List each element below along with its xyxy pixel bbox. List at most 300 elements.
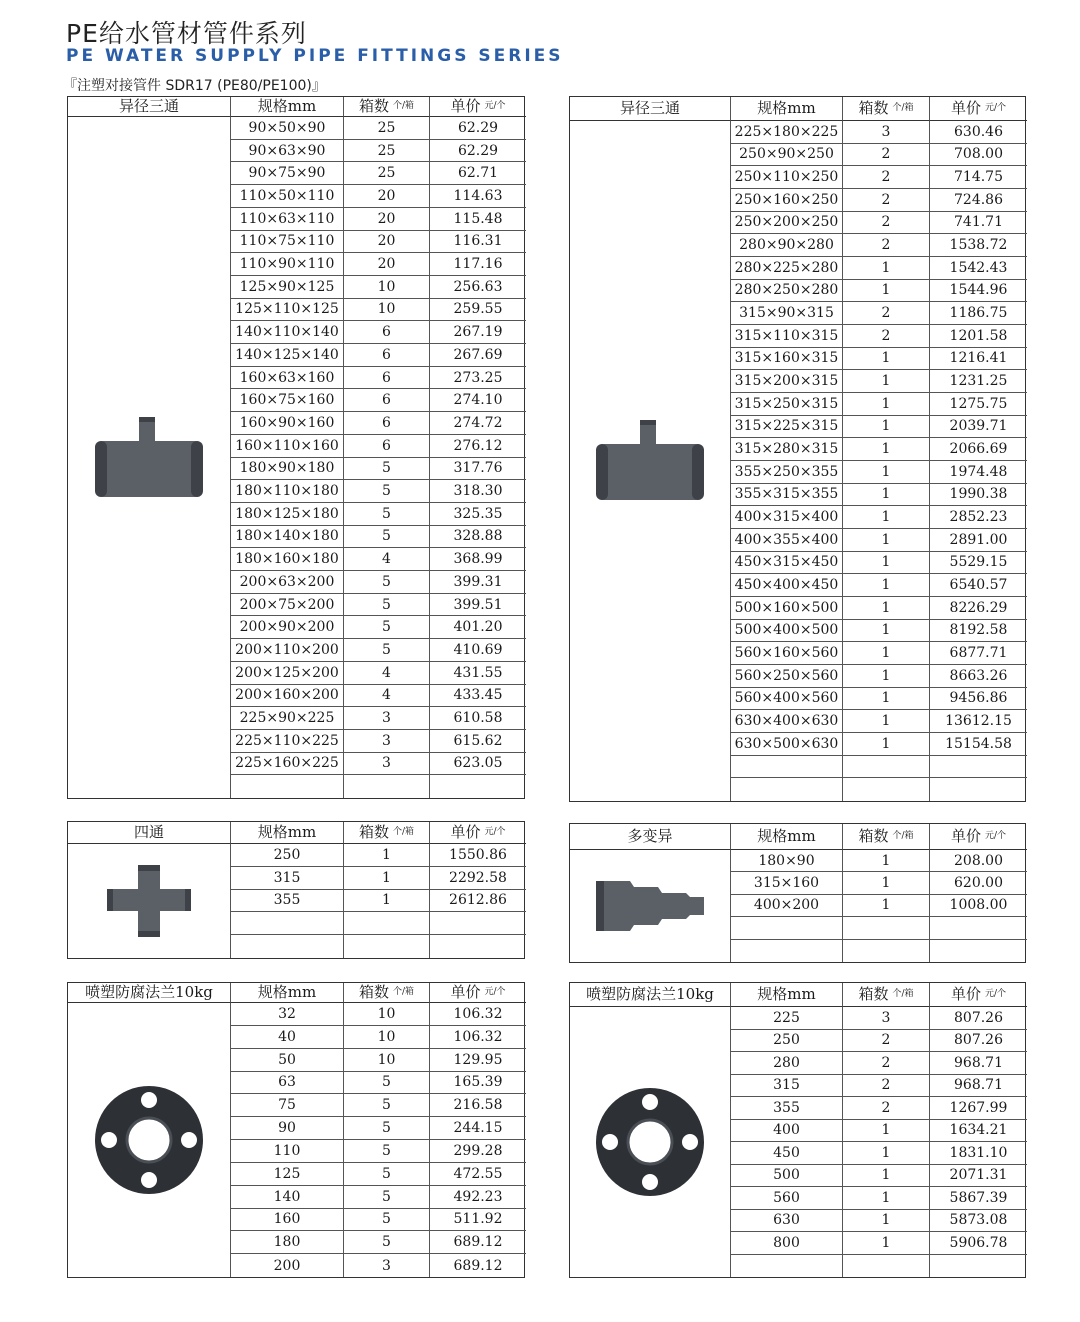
cell-box-qty: 5 — [344, 503, 430, 526]
cell-price: 117.16 — [430, 253, 526, 276]
cell-price: 299.28 — [430, 1140, 526, 1163]
cell-box-qty: 5 — [344, 1140, 430, 1163]
cell-price: 6877.71 — [930, 642, 1027, 665]
cell-spec: 560×160×560 — [731, 642, 843, 665]
cell-box-qty: 4 — [344, 685, 430, 708]
header-spec-label: 规格mm — [757, 985, 816, 1003]
cell-price: 968.71 — [930, 1075, 1027, 1098]
table-reducer — [569, 823, 1026, 963]
cell-box-qty: 1 — [843, 529, 930, 552]
reducer-icon — [570, 850, 731, 962]
cell-spec: 400×315×400 — [731, 506, 843, 529]
cell-price: 318.30 — [430, 480, 526, 503]
cell-spec: 75 — [231, 1094, 344, 1117]
cell-spec — [731, 917, 843, 939]
cell-spec: 110×75×110 — [231, 231, 344, 254]
cell-price: 714.75 — [930, 166, 1027, 189]
table-name-label: 异径三通 — [118, 97, 179, 115]
cell-box-qty: 1 — [843, 1120, 930, 1143]
cell-price: 5867.39 — [930, 1187, 1027, 1210]
cell-spec: 63 — [231, 1072, 344, 1095]
cell-box-qty: 1 — [843, 280, 930, 303]
cell-spec: 450×315×450 — [731, 552, 843, 575]
cell-box-qty: 10 — [344, 1003, 430, 1026]
header-box — [344, 97, 430, 117]
cell-spec: 315×225×315 — [731, 416, 843, 439]
cell-spec — [731, 778, 843, 801]
cell-box-qty: 2 — [843, 325, 930, 348]
cell-spec: 250×90×250 — [731, 144, 843, 167]
cell-price: 610.58 — [430, 707, 526, 730]
header-price-unit: 元/个 — [984, 831, 1007, 841]
cell-spec: 160 — [231, 1209, 344, 1232]
cell-box-qty: 1 — [843, 370, 930, 393]
table-flange-2 — [569, 982, 1026, 1278]
cell-price: 1216.41 — [930, 348, 1027, 371]
cell-box-qty: 1 — [843, 688, 930, 711]
cell-price: 317.76 — [430, 458, 526, 481]
cell-box-qty: 1 — [843, 733, 930, 756]
cell-price: 472.55 — [430, 1163, 526, 1186]
cell-box-qty: 2 — [843, 1052, 930, 1075]
cell-box-qty: 6 — [344, 344, 430, 367]
header-price — [430, 97, 526, 117]
cell-spec: 800 — [731, 1232, 843, 1255]
cell-box-qty: 1 — [843, 393, 930, 416]
cell-spec: 200×160×200 — [231, 685, 344, 708]
cell-price: 15154.58 — [930, 733, 1027, 756]
cell-box-qty: 1 — [344, 844, 430, 867]
cell-spec: 110×50×110 — [231, 185, 344, 208]
cell-spec: 225 — [731, 1007, 843, 1030]
cell-box-qty: 2 — [843, 302, 930, 325]
cell-box-qty: 5 — [344, 1209, 430, 1232]
cell-price: 216.58 — [430, 1094, 526, 1117]
reducing-tee-icon — [570, 121, 731, 801]
header-price-label: 单价 — [950, 99, 981, 117]
cell-price: 114.63 — [430, 185, 526, 208]
header-box-unit: 个/箱 — [892, 103, 914, 113]
cell-box-qty: 1 — [843, 642, 930, 665]
cell-spec: 315 — [731, 1075, 843, 1098]
cell-box-qty — [344, 775, 430, 798]
table-name — [68, 983, 231, 1003]
cell-box-qty: 2 — [843, 1097, 930, 1120]
cell-box-qty: 1 — [843, 850, 930, 872]
cell-box-qty — [843, 917, 930, 939]
cell-spec: 160×63×160 — [231, 367, 344, 390]
cell-box-qty: 20 — [344, 231, 430, 254]
cell-price: 5873.08 — [930, 1210, 1027, 1233]
cell-spec: 40 — [231, 1026, 344, 1049]
cell-spec: 500×400×500 — [731, 620, 843, 643]
cell-spec — [231, 935, 344, 958]
cell-price: 9456.86 — [930, 688, 1027, 711]
flange-icon — [68, 1003, 231, 1277]
cell-spec: 280×250×280 — [731, 280, 843, 303]
cell-spec: 355 — [231, 890, 344, 913]
cell-spec: 90×75×90 — [231, 162, 344, 185]
header-price-label: 单价 — [950, 827, 981, 845]
cell-price: 276.12 — [430, 435, 526, 458]
cell-spec: 400×355×400 — [731, 529, 843, 552]
cell-spec: 560×400×560 — [731, 688, 843, 711]
cell-spec: 125 — [231, 1163, 344, 1186]
cell-price: 267.69 — [430, 344, 526, 367]
cell-price — [930, 940, 1027, 962]
cell-spec: 225×160×225 — [231, 753, 344, 776]
cell-box-qty: 20 — [344, 253, 430, 276]
cell-box-qty: 5 — [344, 1186, 430, 1209]
cell-box-qty: 1 — [843, 574, 930, 597]
cell-box-qty: 1 — [344, 867, 430, 890]
cell-price: 2292.58 — [430, 867, 526, 890]
cell-spec: 250×160×250 — [731, 189, 843, 212]
header-spec — [731, 97, 843, 121]
cell-spec: 110×90×110 — [231, 253, 344, 276]
cell-spec: 280 — [731, 1052, 843, 1075]
cell-spec: 450 — [731, 1142, 843, 1165]
cell-spec: 250 — [231, 844, 344, 867]
cell-spec: 140×110×140 — [231, 321, 344, 344]
cell-box-qty: 2 — [843, 189, 930, 212]
table-name — [570, 824, 731, 850]
table-reducing-tee-2 — [569, 96, 1026, 802]
cell-box-qty: 6 — [344, 367, 430, 390]
header-price-unit: 元/个 — [984, 103, 1007, 113]
header-box — [344, 983, 430, 1003]
cell-price: 615.62 — [430, 730, 526, 753]
cell-price: 244.15 — [430, 1117, 526, 1140]
page-title: PE给水管材管件系列 — [66, 19, 307, 48]
cell-box-qty: 5 — [344, 639, 430, 662]
cell-price: 328.88 — [430, 526, 526, 549]
cell-box-qty: 1 — [843, 1187, 930, 1210]
header-spec-label: 规格mm — [757, 827, 816, 845]
cell-price: 1275.75 — [930, 393, 1027, 416]
header-box-label: 箱数 — [858, 985, 889, 1003]
cell-price: 8192.58 — [930, 620, 1027, 643]
cell-spec: 315×110×315 — [731, 325, 843, 348]
cell-box-qty — [843, 940, 930, 962]
cell-box-qty: 2 — [843, 234, 930, 257]
cell-price: 399.51 — [430, 594, 526, 617]
cell-box-qty: 1 — [843, 597, 930, 620]
cell-price: 1231.25 — [930, 370, 1027, 393]
header-price-unit: 元/个 — [984, 989, 1007, 999]
cell-price: 2891.00 — [930, 529, 1027, 552]
cell-box-qty: 2 — [843, 1075, 930, 1098]
cell-price: 1550.86 — [430, 844, 526, 867]
header-price — [430, 983, 526, 1003]
cell-box-qty: 5 — [344, 480, 430, 503]
cell-spec: 560×250×560 — [731, 665, 843, 688]
cell-price: 741.71 — [930, 212, 1027, 235]
cell-spec: 355×250×355 — [731, 461, 843, 484]
cell-box-qty: 1 — [843, 461, 930, 484]
header-box-unit: 个/箱 — [892, 831, 914, 841]
cell-price: 13612.15 — [930, 710, 1027, 733]
cell-box-qty: 5 — [344, 1163, 430, 1186]
header-spec-label: 规格mm — [257, 823, 317, 841]
cell-box-qty: 5 — [344, 571, 430, 594]
cell-box-qty: 5 — [344, 458, 430, 481]
cell-price: 807.26 — [930, 1030, 1027, 1053]
cell-spec: 180×125×180 — [231, 503, 344, 526]
cell-price: 620.00 — [930, 872, 1027, 894]
cell-box-qty — [344, 935, 430, 958]
cell-spec: 90 — [231, 1117, 344, 1140]
cell-price: 274.10 — [430, 389, 526, 412]
cell-spec: 630 — [731, 1210, 843, 1233]
header-price — [930, 824, 1027, 850]
cell-price: 115.48 — [430, 208, 526, 231]
cell-box-qty: 1 — [843, 665, 930, 688]
cell-spec: 280×90×280 — [731, 234, 843, 257]
cell-price: 165.39 — [430, 1072, 526, 1095]
cell-price: 8663.26 — [930, 665, 1027, 688]
header-price-label: 单价 — [450, 983, 481, 1001]
section-subtitle: 『注塑对接管件 SDR17 (PE80/PE100)』 — [63, 78, 326, 94]
header-box-label: 箱数 — [358, 97, 389, 115]
cell-price: 1634.21 — [930, 1120, 1027, 1143]
cell-price: 2612.86 — [430, 890, 526, 913]
cell-spec — [731, 1255, 843, 1278]
cell-box-qty: 4 — [344, 548, 430, 571]
cell-box-qty: 1 — [843, 1232, 930, 1255]
header-box — [843, 983, 930, 1007]
cell-spec: 500×160×500 — [731, 597, 843, 620]
cell-price — [430, 912, 526, 935]
cell-box-qty: 2 — [843, 144, 930, 167]
cell-box-qty: 5 — [344, 526, 430, 549]
cell-price: 368.99 — [430, 548, 526, 571]
header-box-label: 箱数 — [858, 99, 889, 117]
header-spec — [231, 983, 344, 1003]
cell-price: 256.63 — [430, 276, 526, 299]
cell-spec: 315×160×315 — [731, 348, 843, 371]
cell-spec: 32 — [231, 1003, 344, 1026]
cell-box-qty: 5 — [344, 1231, 430, 1254]
cell-box-qty: 3 — [344, 753, 430, 776]
cell-box-qty — [843, 778, 930, 801]
header-price-label: 单价 — [450, 97, 481, 115]
cell-price: 623.05 — [430, 753, 526, 776]
cell-box-qty: 25 — [344, 140, 430, 163]
cell-box-qty: 6 — [344, 435, 430, 458]
cell-price: 1186.75 — [930, 302, 1027, 325]
cell-box-qty: 1 — [843, 348, 930, 371]
cell-spec: 250×200×250 — [731, 212, 843, 235]
header-spec-label: 规格mm — [257, 983, 317, 1001]
cell-spec: 160×75×160 — [231, 389, 344, 412]
header-spec — [731, 983, 843, 1007]
cell-box-qty: 1 — [843, 1142, 930, 1165]
cell-box-qty: 10 — [344, 299, 430, 322]
cell-spec: 200×125×200 — [231, 662, 344, 685]
header-spec — [231, 97, 344, 117]
cell-spec: 90×50×90 — [231, 117, 344, 140]
cell-box-qty: 25 — [344, 117, 430, 140]
cell-price: 5529.15 — [930, 552, 1027, 575]
table-name-label: 喷塑防腐法兰10kg — [85, 983, 213, 1001]
cell-price: 259.55 — [430, 299, 526, 322]
cell-box-qty: 1 — [843, 416, 930, 439]
cell-spec: 355 — [731, 1097, 843, 1120]
cell-price: 1831.10 — [930, 1142, 1027, 1165]
cell-box-qty: 3 — [344, 1254, 430, 1277]
cell-box-qty: 10 — [344, 1026, 430, 1049]
cell-spec: 125×110×125 — [231, 299, 344, 322]
cell-price: 6540.57 — [930, 574, 1027, 597]
cell-box-qty: 3 — [344, 730, 430, 753]
cell-box-qty — [843, 1255, 930, 1278]
cell-price — [930, 756, 1027, 779]
cell-price: 724.86 — [930, 189, 1027, 212]
header-price-unit: 元/个 — [484, 827, 506, 837]
cell-spec: 225×90×225 — [231, 707, 344, 730]
cell-price: 106.32 — [430, 1003, 526, 1026]
cell-spec: 200×63×200 — [231, 571, 344, 594]
header-box-unit: 个/箱 — [392, 827, 415, 837]
cell-box-qty: 3 — [843, 121, 930, 144]
header-box-unit: 个/箱 — [892, 989, 914, 999]
reducing-tee-icon — [68, 117, 231, 798]
header-box-unit: 个/箱 — [392, 987, 415, 997]
table-name-label: 喷塑防腐法兰10kg — [586, 985, 714, 1003]
cell-price — [930, 917, 1027, 939]
header-box — [843, 97, 930, 121]
cell-price: 62.29 — [430, 140, 526, 163]
cell-box-qty: 6 — [344, 389, 430, 412]
cell-box-qty: 1 — [843, 1165, 930, 1188]
cell-spec: 225×180×225 — [731, 121, 843, 144]
cell-spec: 250 — [731, 1030, 843, 1053]
flange-icon — [570, 1007, 731, 1277]
cell-spec: 180×140×180 — [231, 526, 344, 549]
cell-spec: 110×63×110 — [231, 208, 344, 231]
cell-price: 1008.00 — [930, 895, 1027, 917]
cell-spec: 315×160 — [731, 872, 843, 894]
cell-spec: 180×90×180 — [231, 458, 344, 481]
cell-price: 1974.48 — [930, 461, 1027, 484]
header-box — [344, 822, 430, 844]
cell-box-qty: 1 — [344, 890, 430, 913]
cell-box-qty: 2 — [843, 212, 930, 235]
header-price-unit: 元/个 — [484, 101, 506, 111]
cell-spec — [731, 940, 843, 962]
cell-box-qty: 5 — [344, 1117, 430, 1140]
cell-price: 807.26 — [930, 1007, 1027, 1030]
cell-price: 274.72 — [430, 412, 526, 435]
header-box-label: 箱数 — [358, 983, 389, 1001]
cell-box-qty: 1 — [843, 552, 930, 575]
header-price-unit: 元/个 — [484, 987, 506, 997]
cell-spec: 450×400×450 — [731, 574, 843, 597]
cell-price: 2852.23 — [930, 506, 1027, 529]
cell-price: 325.35 — [430, 503, 526, 526]
cell-spec: 225×110×225 — [231, 730, 344, 753]
cell-spec: 125×90×125 — [231, 276, 344, 299]
cell-box-qty: 5 — [344, 1094, 430, 1117]
table-flange-1 — [67, 982, 525, 1278]
cell-spec: 315×90×315 — [731, 302, 843, 325]
cell-box-qty: 5 — [344, 594, 430, 617]
header-price-label: 单价 — [450, 823, 481, 841]
cell-price: 273.25 — [430, 367, 526, 390]
cell-box-qty — [344, 912, 430, 935]
table-name — [68, 97, 231, 117]
cell-price: 708.00 — [930, 144, 1027, 167]
table-name — [570, 983, 731, 1007]
cell-spec: 355×315×355 — [731, 484, 843, 507]
cell-price: 116.31 — [430, 231, 526, 254]
cell-box-qty: 1 — [843, 1210, 930, 1233]
cell-price: 8226.29 — [930, 597, 1027, 620]
cell-spec: 315×250×315 — [731, 393, 843, 416]
cell-price — [930, 778, 1027, 801]
cell-price: 689.12 — [453, 1257, 503, 1274]
cell-price: 1538.72 — [930, 234, 1027, 257]
cell-price: 62.71 — [430, 162, 526, 185]
cell-box-qty: 5 — [344, 1072, 430, 1095]
cell-price: 968.71 — [930, 1052, 1027, 1075]
cell-box-qty — [843, 756, 930, 779]
cell-spec: 200×90×200 — [231, 616, 344, 639]
cell-spec: 160×110×160 — [231, 435, 344, 458]
cross-icon — [68, 844, 231, 958]
cell-spec: 200×75×200 — [231, 594, 344, 617]
cell-spec: 140 — [231, 1186, 344, 1209]
cell-box-qty: 1 — [843, 895, 930, 917]
cell-price: 410.69 — [430, 639, 526, 662]
cell-price: 208.00 — [930, 850, 1027, 872]
cell-spec — [231, 775, 344, 798]
header-box-label: 箱数 — [358, 823, 389, 841]
cell-box-qty: 10 — [344, 1049, 430, 1072]
cell-price: 2066.69 — [930, 438, 1027, 461]
header-price-label: 单价 — [950, 985, 981, 1003]
cell-price: 511.92 — [430, 1209, 526, 1232]
cell-box-qty: 2 — [843, 166, 930, 189]
cell-box-qty: 1 — [843, 484, 930, 507]
cell-spec: 200×110×200 — [231, 639, 344, 662]
cell-box-qty: 2 — [843, 1030, 930, 1053]
cell-box-qty: 4 — [344, 662, 430, 685]
cell-price: 1267.99 — [930, 1097, 1027, 1120]
header-price — [930, 97, 1027, 121]
cell-price: 5906.78 — [930, 1232, 1027, 1255]
header-box — [843, 824, 930, 850]
cell-box-qty: 1 — [843, 872, 930, 894]
header-spec — [231, 822, 344, 844]
header-spec-label: 规格mm — [257, 97, 317, 115]
cell-box-qty: 5 — [344, 616, 430, 639]
cell-price: 399.31 — [430, 571, 526, 594]
cell-spec: 50 — [231, 1049, 344, 1072]
table-name-label: 异径三通 — [619, 99, 680, 117]
cell-box-qty: 20 — [344, 208, 430, 231]
cell-spec: 90×63×90 — [231, 140, 344, 163]
cell-spec: 250×110×250 — [731, 166, 843, 189]
cell-price: 1990.38 — [930, 484, 1027, 507]
cell-spec — [731, 756, 843, 779]
cell-box-qty: 25 — [344, 162, 430, 185]
cell-box-qty: 20 — [344, 185, 430, 208]
cell-price: 267.19 — [430, 321, 526, 344]
cell-price: 1544.96 — [930, 280, 1027, 303]
cell-box-qty: 1 — [843, 506, 930, 529]
